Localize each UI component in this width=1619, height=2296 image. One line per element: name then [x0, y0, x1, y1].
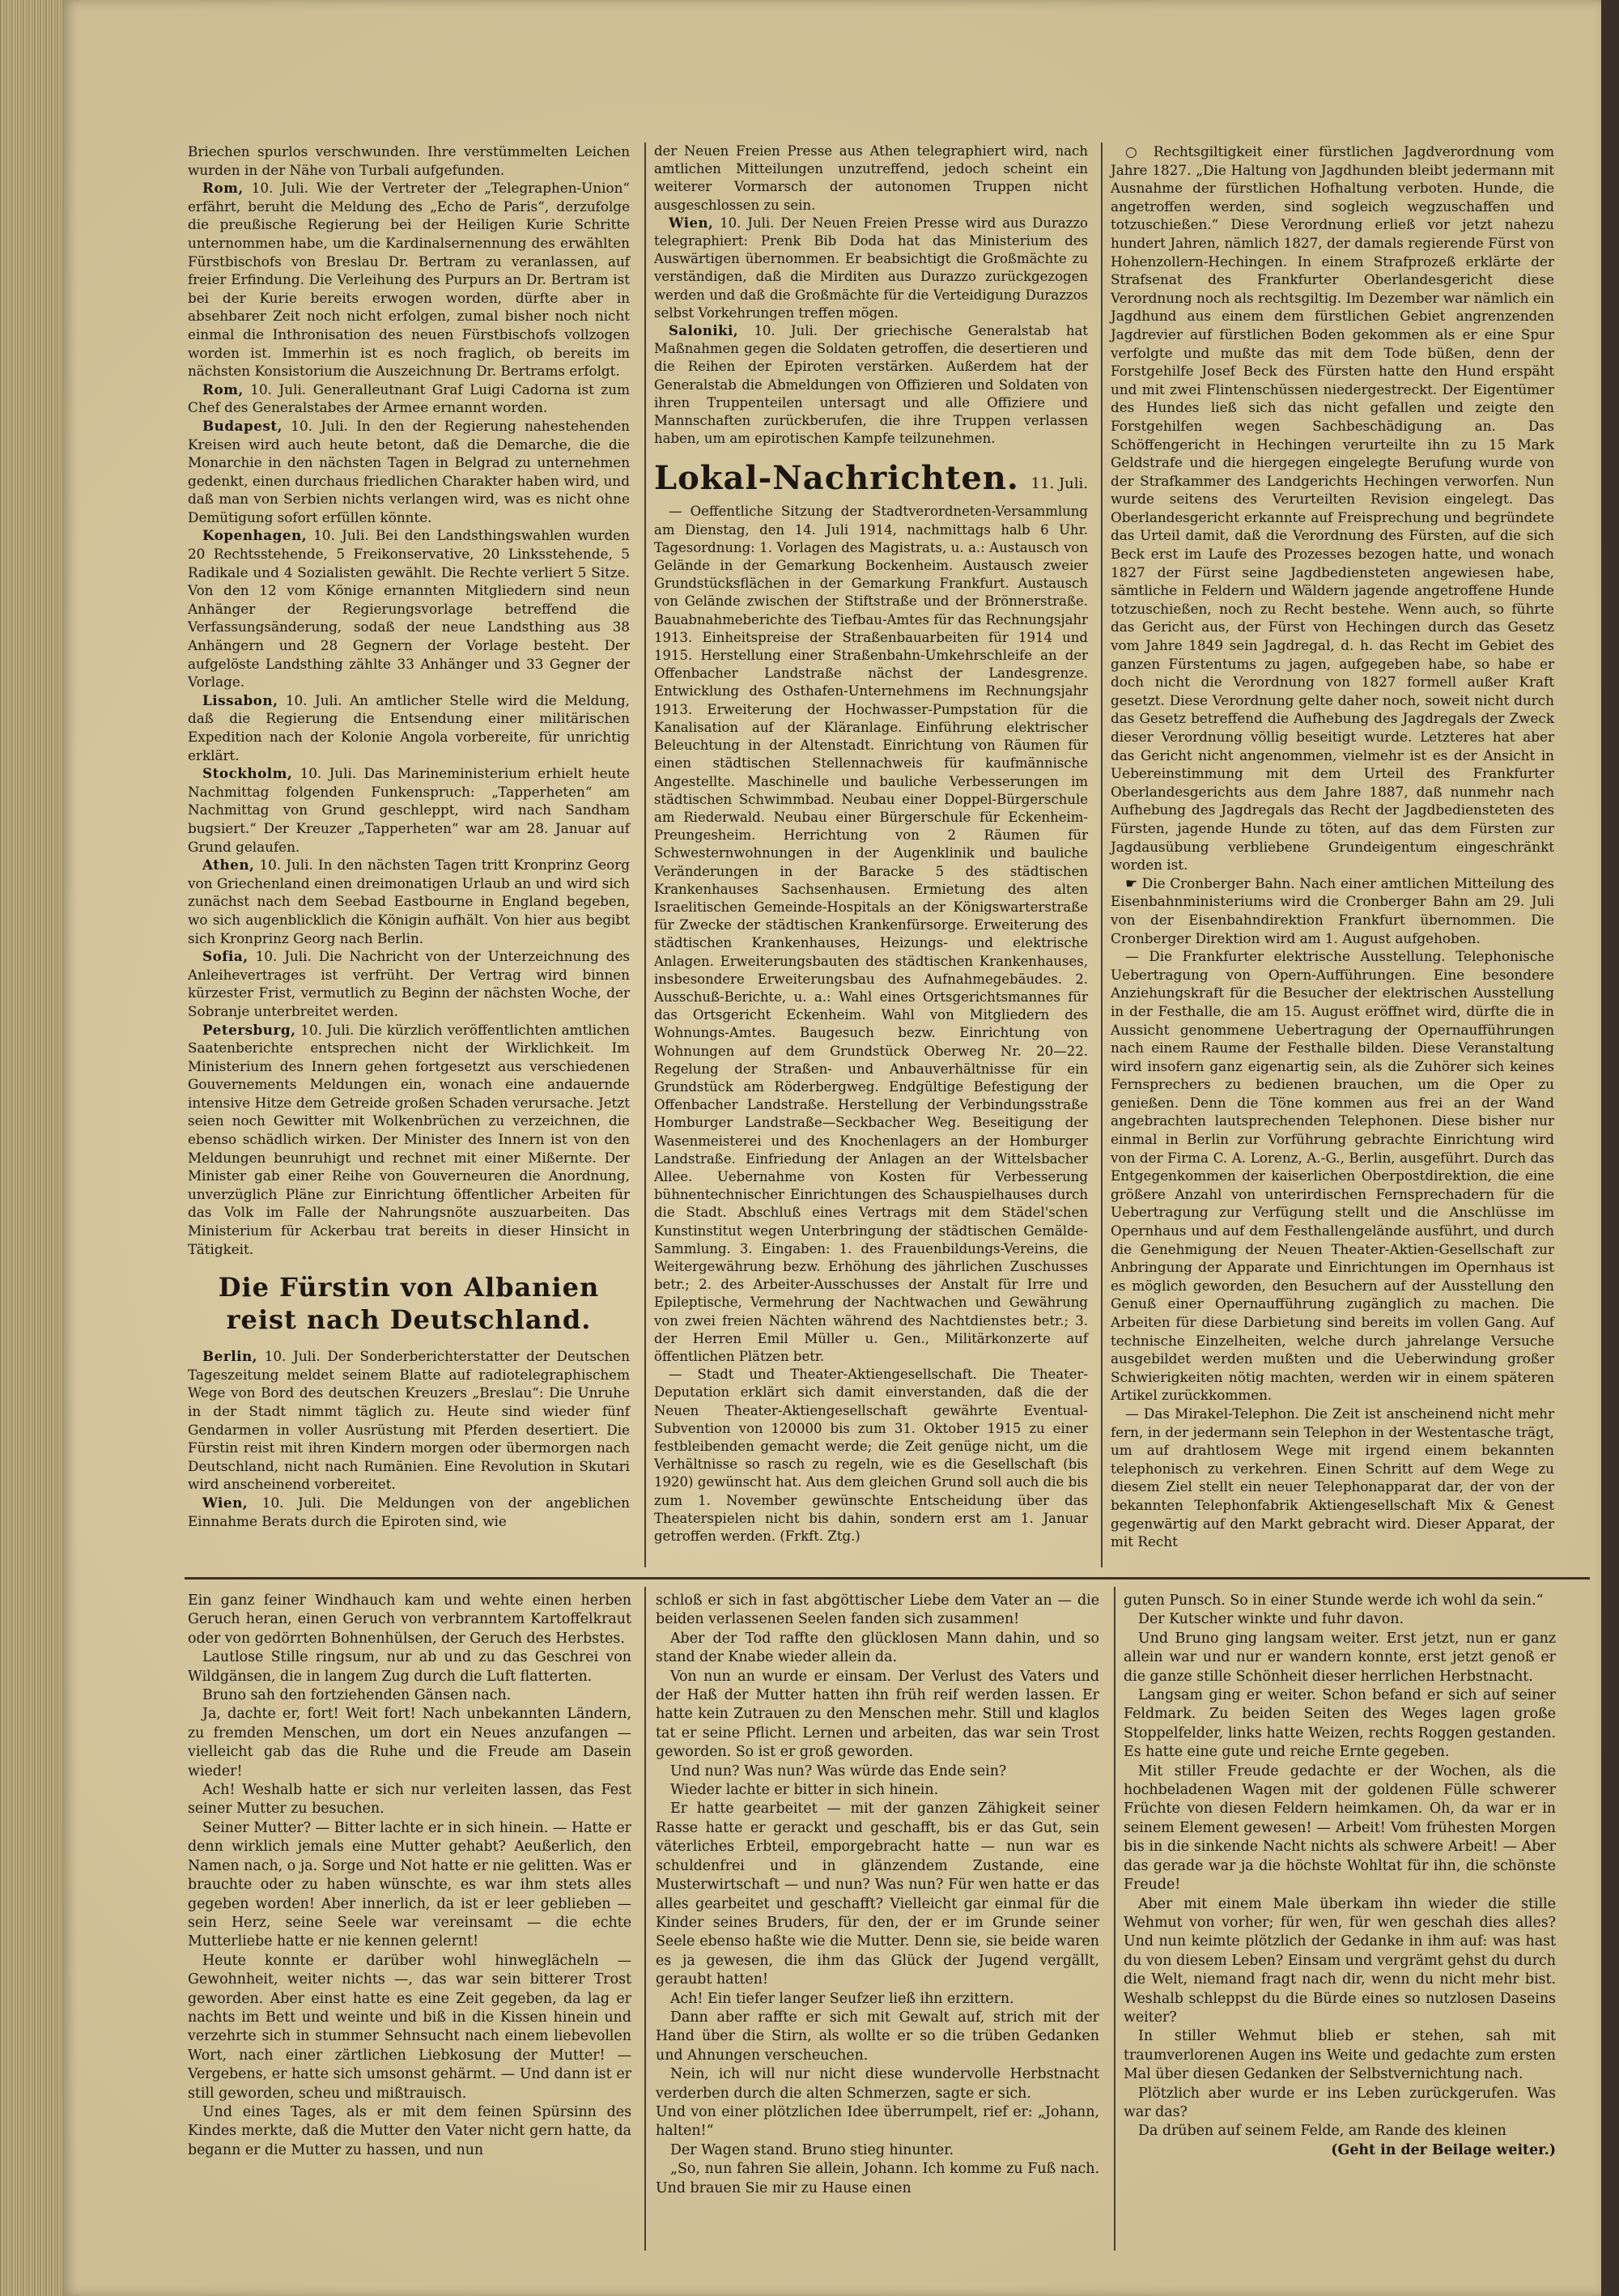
- story-paragraph: [1124, 1630, 1556, 1686]
- news-paragraph: [188, 947, 630, 1020]
- continuation-note: (Geht in der Beilage weiter.): [1331, 2141, 1556, 2158]
- paragraph-text: Und Bruno ging langsam weiter. Erst jetzt, nun er ganz allein war und nur er wandern konnte, erst jetzt genoß er die ganze stille Schönheit dieser herrlichen Herbstnacht.: [1124, 1630, 1556, 1685]
- dateline-city: Petersburg,: [202, 1021, 296, 1038]
- paragraph-text: — Die Frankfurter elektrische Ausstellung. Telephonische Uebertragung von Opern-Aufführungen. Eine besondere Anziehungskraft für die Besucher der elektrischen Ausstellung in der Festhalle, die am 15. August eröffnet wird, dürfte die in Aussicht genommene Uebertragung der Opernaufführungen nach einem Raume der Festhalle bilden. Diese Veranstaltung wird insofern ganz eigenartig sein, als die Zuhörer sich keines Fernsprechers zu bedienen brauchen, um die Oper zu genießen. Denn die Töne kommen aus frei an der Wand angebrachten lautsprechenden Telephonen. Diese bisher nur einmal in Berlin zur Vorführung gebrachte Einrichtung wird von der Firma C. A. Lorenz, A.-G., Berlin, ausgeführt. Durch das Entgegenkommen der kaiserlichen Oberpostdirektion, die eine größere Anzahl von unterirdischen Fernsprechadern für die Uebertragung zur Verfügung stellt und die Anschlüsse im Opernhaus und auf dem Festhallengelände ausführt, und durch die Genehmigung der Neuen Theater-Aktien-Gesellschaft zur Anbringung der Apparate und Einrichtungen im Opernhaus ist es möglich geworden, den Besuchern auf der Ausstellung den Genuß einer Opernaufführung zugänglich zu machen. Die Arbeiten für diese Darbietung sind bereits im vollen Gang. Auf technische Einzelheiten, welche durch jahrelange Versuche ausgebildet werden mußten und die Ueberwindung großer Schwierigkeiten nötig machten, werden wir in einem späteren Artikel zurückkommen.: [1111, 948, 1554, 1404]
- paragraph-text: Von nun an wurde er einsam. Der Verlust des Vaters und der Haß der Mutter hatten ihn früh reif werden lassen. Er hatte kein Zutrauen zu den Menschen mehr. Still und klaglos tat er seine Pflicht. Lernen und arbeiten, das war sein Trost geworden. So ist er groß geworden.: [656, 1668, 1099, 1761]
- section-date: 11. Juli.: [1030, 475, 1088, 493]
- paragraph-text: Langsam ging er weiter. Schon befand er sich auf seiner Feldmark. Zu beiden Seiten des Weges lagen große Stoppelfelder, links hatte Weizen, rechts Roggen gestanden. Es hatte eine gute und reiche Ernte gegeben.: [1124, 1687, 1556, 1761]
- story-paragraph: [1124, 1592, 1556, 1610]
- paragraph-text: Ach! Weshalb hatte er sich nur verleiten lassen, das Fest seiner Mutter zu besuchen.: [188, 1782, 631, 1818]
- dateline-city: Stockholm,: [202, 765, 293, 782]
- paragraph-text: 10. Juli. Der Neuen Freien Presse wird aus Durazzo telegraphiert: Prenk Bib Doda hat das Ministerium des Auswärtigen übernommen. Er beabsichtigt die Großmächte zu verständigen, daß die Mirditen aus Durazzo zurückgezogen werden und daß die Großmächte für die Verteidigung Durazzos selbst Vorkehrungen treffen mögen.: [654, 215, 1088, 321]
- news-paragraph: [654, 322, 1088, 448]
- feuilleton-column-1: [188, 1592, 631, 2160]
- feuilleton-rule-1: [644, 1587, 646, 2251]
- news-paragraph: [188, 856, 630, 947]
- dateline-city: Wien,: [669, 215, 714, 231]
- story-paragraph: [1124, 2027, 1556, 2084]
- binding-shadow: [1601, 0, 1619, 2296]
- book-page-stack: [0, 0, 63, 2296]
- story-paragraph: [1124, 2085, 1556, 2123]
- paragraph-text: ☛ Die Cronberger Bahn. Nach einer amtlichen Mitteilung des Eisenbahnministeriums wird die Cronberger Bahn am 29. Juli von der Eisenbahndirektion Frankfurt übernommen. Die Cronberger Direktion wird am 1. August aufgehoben.: [1111, 874, 1554, 946]
- paragraph-text: 10. Juli. Der Sonderberichterstatter der Deutschen Tageszeitung meldet seinem Blatte auf radiotelegraphischem Wege von Bord des deutschen Kreuzers „Breslau“: Die Unruhe in der Stadt nimmt täglich zu. Heute sind wieder fünf Gendarmen in voller Ausrüstung mit Pferden desertiert. Die Fürstin reist mit ihren Kindern morgen oder übermorgen nach Deutschland, nicht nach Rumänien. Eine Revolution in Skutari wird anscheinend vorbereitet.: [188, 1348, 630, 1493]
- story-paragraph: [188, 1686, 631, 1705]
- dateline-city: Berlin,: [202, 1348, 257, 1365]
- news-paragraph: [654, 215, 1088, 322]
- story-paragraph: [1124, 2122, 1556, 2141]
- paragraph-text: der Neuen Freien Presse aus Athen telegraphiert wird, nach amtlichen Mitteilungen unzutreffend, jedoch scheint ein weiterer Vormarsch der autonomen Truppen nicht ausgeschlossen zu sein.: [654, 143, 1088, 213]
- story-paragraph: [656, 2065, 1099, 2103]
- paragraph-text: 10. Juli. Generalleutnant Graf Luigi Cadorna ist zum Chef des Generalstabes der Armee ernannt worden.: [188, 381, 630, 416]
- paragraph-text: Bruno sah den fortziehenden Gänsen nach.: [202, 1687, 512, 1704]
- dateline-city: Budapest,: [202, 417, 283, 434]
- news-paragraph: [188, 526, 630, 691]
- local-news-paragraph: [654, 1366, 1088, 1546]
- news-paragraph: [188, 691, 630, 764]
- paragraph-text: 10. Juli. Die kürzlich veröffentlichten amtlichen Saatenberichte entsprechen nicht der Wirklichkeit. Im Ministerium des Innern gehen fortgesetzt aus verschiedenen Gouvernements Meldungen ein, wonach eine andauernde intensive Hitze dem Getreide großen Schaden verursache. Jetzt seien noch Gewitter mit Wolkenbrüchen zu verzeichnen, die ebenso schädlich wirken. Der Minister des Innern ist von den Meldungen beunruhigt und rechnet mit einer Mißernte. Der Minister gab einer Reihe von Gouverneuren die Anordnung, unverzüglich Pläne zur Einrichtung öffentlicher Arbeiten für das Volk im Falle der Nahrungsnöte auszuarbeiten. Das Ministerium für Ackerbau trat bereits in dieser Hinsicht in Tätigkeit.: [188, 1021, 630, 1257]
- paragraph-text: 10. Juli. Die Nachricht von der Unterzeichnung des Anleihevertrages ist verfrüht. Der Vertrag wird binnen kürzester Frist, vermutlich zu Beginn der nächsten Woche, der Sobranje unterbreitet werden.: [188, 948, 630, 1019]
- news-paragraph: [188, 142, 630, 179]
- feuilleton3-paragraphs: [1124, 1592, 1556, 2141]
- paragraph-text: Nein, ich will nur nicht diese wundervolle Herbstnacht verderben durch die alten Schmerzen, sagte er sich.: [656, 2066, 1099, 2102]
- paragraph-text: 10. Juli. Der griechische Generalstab hat Maßnahmen gegen die Soldaten getroffen, die desertieren und die Reihen der Epiroten verstärken. Außerdem hat der Generalstab die Abmeldungen von Offizieren und Soldaten von ihren Truppenteilen untersagt und alle Offiziere und Mannschaften zurückberufen, die ihre Truppen verlassen haben, um am epirotischen Kampfe teilzunehmen.: [654, 323, 1088, 447]
- column-rule-1: [644, 142, 646, 1567]
- paragraph-text: Und nun? Was nun? Was würde das Ende sein?: [670, 1762, 1007, 1779]
- paragraph-text: „So, nun fahren Sie allein, Johann. Ich komme zu Fuß nach. Und brauen Sie mir zu Hause einen: [656, 2161, 1099, 2196]
- news-paragraph: [188, 1021, 630, 1259]
- column-news-local: [654, 142, 1088, 1546]
- paragraph-text: Und eines Tages, als er mit dem feinen Spürsinn des Kindes merkte, daß die Mutter den Vater nicht gern hatte, da begann er die Mutter zu hassen, und nun: [188, 2103, 631, 2158]
- local-news-paragraph: [1111, 874, 1554, 947]
- paragraph-text: 10. Juli. Wie der Vertreter der „Telegraphen-Union“ erfährt, beruht die Meldung des „Echo de Paris“, derzufolge die preußische Regierung bei der Heiligen Kurie Schritte unternommen habe, um die Kardinalsernennung des erwählten Fürstbischofs von Breslau Dr. Bertram zu veranlassen, auf freier Erfindung. Die Verleihung des Purpurs an Dr. Bertram ist bei der Kurie bereits erwogen worden, dürfte aber in absehbarer Zeit noch nicht erfolgen, zumal bisher noch nicht einmal die Inthronisation des neuen Fürstbischofs vollzogen worden ist. Immerhin ist es noch fraglich, ob bereits im nächsten Konsistorium die Auszeichnung Dr. Bertrams erfolgt.: [188, 180, 630, 380]
- paragraph-text: Und von einer plötzlichen Idee überrumpelt, rief er: „Johann, halten!“: [656, 2103, 1099, 2140]
- dateline-city: Lissabon,: [202, 691, 278, 708]
- paragraph-text: 10. Juli. Bei den Landsthingswahlen wurden 20 Rechtsstehende, 5 Freikonservative, 20 Linksstehende, 5 Radikale und 4 Sozialisten gewählt. Die Rechte verliert 5 Sitze. Von den 12 vom Könige ernannten Mitgliedern sind neun Anhänger der Regierungsvorlage betreffend die Verfassungsänderung, sodaß der neue Landsthing aus 38 Anhängern und 28 Gegnern der Vorlage besteht. Der aufgelöste Landsthing zählte 33 Anhänger und 33 Gegner der Vorlage.: [188, 527, 630, 691]
- story-paragraph: [188, 1648, 631, 1686]
- dateline-city: Saloniki,: [669, 323, 739, 339]
- column-world-news: [188, 142, 630, 1530]
- column-local-continued: [1111, 142, 1554, 1551]
- feuilleton-column-2: [656, 1592, 1099, 2198]
- dateline-city: Wien,: [202, 1494, 249, 1511]
- local-news-paragraph: [654, 503, 1088, 1366]
- dateline-city: Kopenhagen,: [202, 527, 308, 544]
- paragraph-text: Dann aber raffte er sich mit Gewalt auf, strich mit der Hand über die Stirn, als wollte er so die trüben Gedanken und Ahnungen verscheuchen.: [656, 2009, 1099, 2064]
- news-paragraph: [188, 1494, 630, 1530]
- story-paragraph: [1124, 1610, 1556, 1629]
- paragraph-text: Ein ganz feiner Windhauch kam und wehte einen herben Geruch heran, einen Geruch von verbranntem Kartoffelkraut oder von gedörrten Bohnenhülsen, der Geruch des Herbstes.: [188, 1592, 631, 1647]
- col3-paragraphs: [1111, 142, 1554, 1551]
- paragraph-text: Wieder lachte er bitter in sich hinein.: [670, 1782, 939, 1799]
- paragraph-text: guten Punsch. So in einer Stunde werde ich wohl da sein.“: [1124, 1592, 1544, 1609]
- paragraph-text: Briechen spurlos verschwunden. Ihre verstümmelten Leichen wurden in der Nähe von Turbali aufgefunden.: [188, 143, 630, 178]
- story-paragraph: [188, 1705, 631, 1781]
- feuilleton-column-3: [1124, 1592, 1556, 2160]
- story-paragraph: [656, 1800, 1099, 1989]
- column-rule-2: [1101, 142, 1103, 1567]
- story-paragraph: [188, 1952, 631, 2103]
- paragraph-text: 10. Juli. Das Marineministerium erhielt heute Nachmittag folgenden Funkenspruch: „Tapperheten“ am Nachmittag von Grund geschleppt, wird nach Sandham bugsiert.“ Der Kreuzer „Tapperheten“ war am 28. Januar auf Grund gelaufen.: [188, 765, 630, 855]
- local-news-paragraph: [1111, 142, 1554, 874]
- paragraph-text: 10. Juli. Die Meldungen von der angeblichen Einnahme Berats durch die Epiroten sind, wie: [188, 1494, 630, 1529]
- news-paragraph: [188, 1347, 630, 1494]
- story-paragraph: [656, 1781, 1099, 1800]
- dateline-city: Rom,: [202, 381, 244, 398]
- story-paragraph: [656, 1668, 1099, 1762]
- news-paragraph: [188, 381, 630, 417]
- story-paragraph: [656, 1592, 1099, 1630]
- col1-after-paragraphs: [188, 1347, 630, 1530]
- story-paragraph: [656, 2160, 1099, 2198]
- paragraph-text: 10. Juli. In den der Regierung nahestehenden Kreisen wird auch heute betont, daß die Demarche, die die Monarchie in den nächsten Tagen in Belgrad zu unternehmen gedenkt, einen durchaus friedlichen Charakter haben wird, und daß man von Serbien nichts verlangen wird, was es nicht ohne Demütigung sofort erfüllen könnte.: [188, 417, 630, 525]
- local-news-paragraph: [1111, 1405, 1554, 1551]
- col2-lokal-paragraphs: [654, 503, 1088, 1546]
- paragraph-text: 10. Juli. In den nächsten Tagen tritt Kronprinz Georg von Griechenland einen dreimonatigen Urlaub an und wird sich zunächst nach dem Seebad Eastbourne in England begeben, wo sich augenblicklich die Königin aufhält. Von hier aus begibt sich Kronprinz Georg nach Berlin.: [188, 857, 630, 946]
- story-paragraph: [188, 1819, 631, 1952]
- paragraph-text: Der Kutscher winkte und fuhr davon.: [1138, 1611, 1404, 1628]
- paragraph-text: — Stadt und Theater-Aktiengesellschaft. Die Theater-Deputation erklärt sich damit einverstanden, daß die der Neuen Theater-Aktiengesellschaft gewährte Eventual-Subvention von 120000 bis zum 31. Oktober 1915 zu einer festbleibenden gemacht werde; die Zeit genüge nicht, um die Verhältnisse so rasch zu regeln, wie es die Gesellschaft (bis 1920) gewünscht hat. Aus dem gleichen Grund soll auch die bis zum 1. November gewünschte Entscheidung über das Theaterspielen nicht bis dahin, sondern erst am 1. Januar getroffen werden. (Frkft. Ztg.): [654, 1367, 1088, 1545]
- section-header: [654, 459, 1088, 498]
- paragraph-text: Da drüben auf seinem Felde, am Rande des kleinen: [1138, 2123, 1506, 2140]
- paragraph-text: In stiller Wehmut blieb er stehen, sah mit traumverlorenen Augen ins Weite und gedachte zum ersten Mal über diesen Gedanken der Selbstvernichtung nach.: [1124, 2028, 1556, 2083]
- paragraph-text: 10. Juli. An amtlicher Stelle wird die Meldung, daß die Regierung die Entsendung einer militärischen Expedition nach der Kolonie Angola vorbereite, für unrichtig erklärt.: [188, 691, 630, 763]
- paragraph-text: Mit stiller Freude gedachte er der Wochen, als die hochbeladenen Wagen mit der goldenen Fülle schwerer Früchte von diesen Feldern heimkamen. Oh, da war er in seinem Element gewesen! — Arbeit! Vom frühesten Morgen bis in die sinkende Nacht nichts als schwere Arbeit! — Aber das gerade war ja die höchste Wohltat für ihn, die schönste Freude!: [1124, 1762, 1556, 1894]
- paragraph-text: Der Wagen stand. Bruno stieg hinunter.: [670, 2141, 954, 2158]
- local-news-paragraph: [1111, 947, 1554, 1405]
- news-paragraph: [654, 142, 1088, 215]
- paragraph-text: — Oeffentliche Sitzung der Stadtverordneten-Versammlung am Dienstag, den 14. Juli 1914, nachmittags halb 6 Uhr. Tagesordnung: 1. Vorlagen des Magistrats, u. a.: Austausch von Gelände in der Gemarkung Bockenheim. Austausch zweier Grundstücksflächen in der Gemarkung Frankfurt. Austausch von Gelände zwischen der Stiftstraße und der Brönnerstraße. Bauabnahmeberichte des Tiefbau-Amtes für das Rechnungsjahr 1913. Einheitspreise der Straßenbauarbeiten für 1914 und 1915. Herstellung einer Straßenbahn-Umkehrschleife an der Offenbacher Landstraße nächst der Landesgrenze. Entwicklung des Osthafen-Unternehmens im Rechnungsjahr 1913. Erweiterung der Hochwasser-Pumpstation für die Kanalisation auf der Kläranlage. Einführung elektrischer Beleuchtung in der Altenstadt. Einrichtung von Räumen für einen städtischen Stellennachweis für kaufmännische Angestellte. Maschinelle und bauliche Verbesserungen im städtischen Schwimmbad. Neubau einer Doppel-Bürgerschule am Riederwald. Neubau einer Bürgerschule für Eckenheim-Preungesheim. Herrichtung von 2 Räumen für Schwesternwohnungen in der Augenklinik und bauliche Veränderungen in der Baracke 5 des städtischen Krankenhauses Sachsenhausen. Ermietung des alten Israelitischen Gemeinde-Hospitals an der Königswarterstraße für Zwecke der städtischen Krankenfürsorge. Erweiterung des städtischen Krankenhauses, Heizungs- und elektrische Anlagen. Erweiterungsbauten des städtischen Krankenhauses, insbesondere Erweiterungsbau des Aufnahmegebäudes. 2. Ausschuß-Berichte, u. a.: Wahl eines Ortsgerichtsmannes für das Ortsgericht Eckenheim. Wahl von Mitgliedern des Wohnungs-Amtes. Baugesuch bezw. Einrichtung von Wohnungen auf dem Grundstück Oberweg Nr. 20—22. Regelung der Straßen- und Anbauverhältnisse für ein Grundstück am Röderbergweg. Endgültige Befestigung der Offenbacher Landstraße. Herstellung der Verbindungsstraße Homburger Landstraße—Seckbacher Weg. Beseitigung der Wasenmeisterei und des Knochenlagers an der Homburger Landstraße. Einfriedung der Anlagen an der Wittelsbacher Allee. Uebernahme von Kosten für Verbesserung bühnentechnischer Einrichtungen des Schauspielhauses durch die Stadt. Abschluß eines Vertrags mit dem Städel'schen Kunstinstitut wegen Unterbringung der städtischen Gemälde-Sammlung. 3. Eingaben: 1. des Frauenbildungs-Vereins, die Weitergewährung bezw. Erhöhung des jährlichen Zuschusses betr.; 2. des Arbeiter-Ausschusses der Anstalt für Irre und Epileptische, Vermehrung der Nachtwachen und Gewährung von zwei freien Nächten während des Nachtdienstes betr.; 3. der Herren Emil Müller u. Gen., Militärkonzerte auf öffentlichen Plätzen betr.: [654, 504, 1088, 1364]
- paragraph-text: Aber der Tod raffte den glücklosen Mann dahin, und so stand der Knabe wieder allein da.: [656, 1630, 1099, 1666]
- paragraph-text: Aber mit einem Male überkam ihn wieder die stille Wehmut von vorher; für wen, für wen geschah dies alles? Und nun keimte plötzlich der Gedanke in ihm auf: was hast du von diesem Leben? Einsam und vergrämt gehst du durch die Welt, niemand fragt nach dir, wenn du nicht mehr bist. Weshalb schleppst du die Bürde eines so nutzlosen Daseins weiter?: [1124, 1895, 1556, 2026]
- news-paragraph: [188, 179, 630, 381]
- paragraph-text: Lautlose Stille ringsum, nur ab und zu das Geschrei von Wildgänsen, die in langem Zug durch die Luft flatterten.: [188, 1649, 631, 1685]
- story-paragraph: [656, 2103, 1099, 2141]
- paragraph-text: Plötzlich aber wurde er ins Leben zurückgerufen. Was war das?: [1124, 2085, 1556, 2120]
- dateline-city: Athen,: [202, 857, 255, 874]
- story-paragraph: [188, 1781, 631, 1819]
- story-paragraph: [656, 1762, 1099, 1781]
- story-paragraph: [656, 2009, 1099, 2065]
- paragraph-text: — Das Mirakel-Telephon. Die Zeit ist anscheinend nicht mehr fern, in der jedermann sein Telephon in der Westentasche trägt, um auf drahtlosem Wege mit irgend einem bekannten telephonisch zu verkehren. Einen Schritt auf dem Wege zu diesem Ziel stellt ein neuer Telephonapparat dar, der von der bekannten Telephonfabrik Aktiengesellschaft Mix & Genest gegenwärtig auf den Markt gebracht wird. Dieser Apparat, der mit Recht: [1111, 1405, 1554, 1550]
- paragraph-text: schloß er sich in fast abgöttischer Liebe dem Vater an — die beiden verlassenen Seelen fanden sich zusammen!: [656, 1592, 1099, 1628]
- story-paragraph: [188, 2103, 631, 2160]
- dateline-city: Sofia,: [202, 948, 249, 965]
- story-paragraph: [656, 2141, 1099, 2160]
- story-paragraph: [656, 1990, 1099, 2009]
- paragraph-text: ○ Rechtsgiltigkeit einer fürstlichen Jagdverordnung vom Jahre 1827. „Die Haltung von Jagdhunden bleibt jedermann mit Ausnahme der fürstlichen Hofhaltung verboten. Hunde, die angetroffen werden, sind sogleich wegzuschaffen und totzuschießen.“ Diese Verordnung erließ vor jetzt nahezu hundert Jahren, nämlich 1827, der damals regierende Fürst von Hohenzollern-Hechingen. In einem Strafprozeß erklärte der Strafsenat des Frankfurter Oberlandesgericht diese Verordnung noch als rechtsgiltig. Im Dezember war nämlich ein Jagdhund aus einem dem fürstlichen Gebiet angrenzenden Jagdrevier auf fürstlichen Boden gekommen als er eine Spur verfolgte und mußte das mit dem Tode büßen, denn der Forstgehilfe Josef Beck des Fürsten hatte den Hund erspäht und mit zwei Flintenschüssen niedergestreckt. Der Eigentümer des Hundes ließ sich das nicht gefallen und zeigte den Forstgehilfen wegen Sachbeschädigung an. Das Schöffengericht in Hechingen verurteilte ihn zu 15 Mark Geldstrafe und die hiergegen eingelegte Berufung wurde von der Strafkammer des Landgerichts Hechingen verworfen. Nun wurde seitens des Verurteilten Revision eingelegt. Das Oberlandesgericht erkannte auf Freisprechung und begründete das Urteil damit, daß die Verordnung des Fürsten, auf die sich Beck erst im Laufe des Prozesses bezogen hatte, und wonach 1827 der Fürst seine Jagdbediensteten angewiesen habe, sämtliche in Feldern und Wäldern jagende angetroffene Hunde totzuschießen, noch zu Recht bestehe. Wenn auch, so führte das Gericht aus, der Fürst von Hechingen durch das Gesetz vom Jahre 1849 sein Jagdregal, d. h. das Recht im Gebiet des ganzen Fürstentums zu jagen, aufgegeben habe, so habe er doch nicht die Verordnung von 1827 formell außer Kraft gesetzt. Diese Verordnung gelte daher noch, soweit nicht durch das Gesetz betreffend die Aufhebung des Jagdregals der Zweck dieser Verordnung völlig beseitigt wurde. Letzteres hat aber das Gericht nicht angenommen, vielmehr ist es der Ansicht in Uebereinstimmung mit dem Urteil des Frankfurter Oberlandesgerichts aus dem Jahre 1887, daß nunmehr nach Aufhebung des Jagdregals das Recht der Jagdbediensteten des Fürsten, jagende Hunde zu töten, auf das dem Fürsten zur Jagdausübung verbliebene Grundeigentum eingeschränkt worden ist.: [1111, 143, 1554, 874]
- feuilleton-rule-2: [1114, 1587, 1115, 2251]
- section-title-lokal: Lokal-Nachrichten.: [654, 459, 1019, 498]
- paragraph-text: Heute konnte er darüber wohl hinweglächeln — Gewohnheit, weiter nichts —, das war sein bitterer Trost geworden. Aber einst hatte es eine Zeit gegeben, da lag er nachts im Bett und weinte und biß in die Kissen hinein und verzehrte sich in stummer Sehnsucht nach einem liebevollen Wort, nach einer zärtlichen Liebkosung der Mutter! — Vergebens, er hatte sich umsonst gehärmt. — Und dann ist er still geworden, scheu und mißtrauisch.: [188, 1952, 631, 2102]
- story-paragraph: [656, 1630, 1099, 1668]
- paragraph-text: Seiner Mutter? — Bitter lachte er in sich hinein. — Hatte er denn wirklich jemals eine Mutter gehabt? Aeußerlich, den Namen nach, o ja. Sorge und Not hatte er nie gelitten. Was er brauchte oder zu haben wünschte, es war ihm stets alles gegeben worden! Aber innerlich, da ist er leer geblieben — sein Herz, seine Seele war vereinsamt — die echte Mutterliebe hatte er nie kennen gelernt!: [188, 1819, 631, 1950]
- col1-paragraphs: [188, 142, 630, 1258]
- paragraph-text: Er hatte gearbeitet — mit der ganzen Zähigkeit seiner Rasse hatte er gerackt und geschafft, bis er das Gut, sein väterliches Erbteil, emporgebracht hatte — nun war es schuldenfrei und in glänzendem Zustande, eine Musterwirtschaft — und nun? Was nun? Für wen hatte er das alles gearbeitet und geschafft? Vielleicht gar einmal für die Kinder seines Bruders, für den, der er im Grunde seiner Seele ebenso haßte wie die Mutter. Denn sie, sie beide waren es ja gewesen, die ihm das Glück der Jugend vergällt, geraubt hatten!: [656, 1801, 1099, 1988]
- story-paragraph: [1124, 1686, 1556, 1762]
- story-paragraph: [188, 1592, 631, 1648]
- paragraph-text: Ja, dachte er, fort! Weit fort! Nach unbekannten Ländern, zu fremden Menschen, um dort ein Neues anzufangen — vielleicht gab das die Ruhe und die Freude am Dasein wieder!: [188, 1706, 631, 1779]
- headline-albanien: Die Fürstin von Albanien reist nach Deutschland.: [218, 1272, 600, 1336]
- news-paragraph: [188, 764, 630, 856]
- news-paragraph: [188, 417, 630, 527]
- dateline-city: Rom,: [202, 180, 244, 197]
- col2-top-paragraphs: [654, 142, 1088, 448]
- story-paragraph: [1124, 1762, 1556, 1895]
- story-paragraph: [1124, 1895, 1556, 2028]
- paragraph-text: Ach! Ein tiefer langer Seufzer ließ ihn erzittern.: [670, 1990, 1014, 2007]
- feuilleton-separator: [185, 1577, 1590, 1580]
